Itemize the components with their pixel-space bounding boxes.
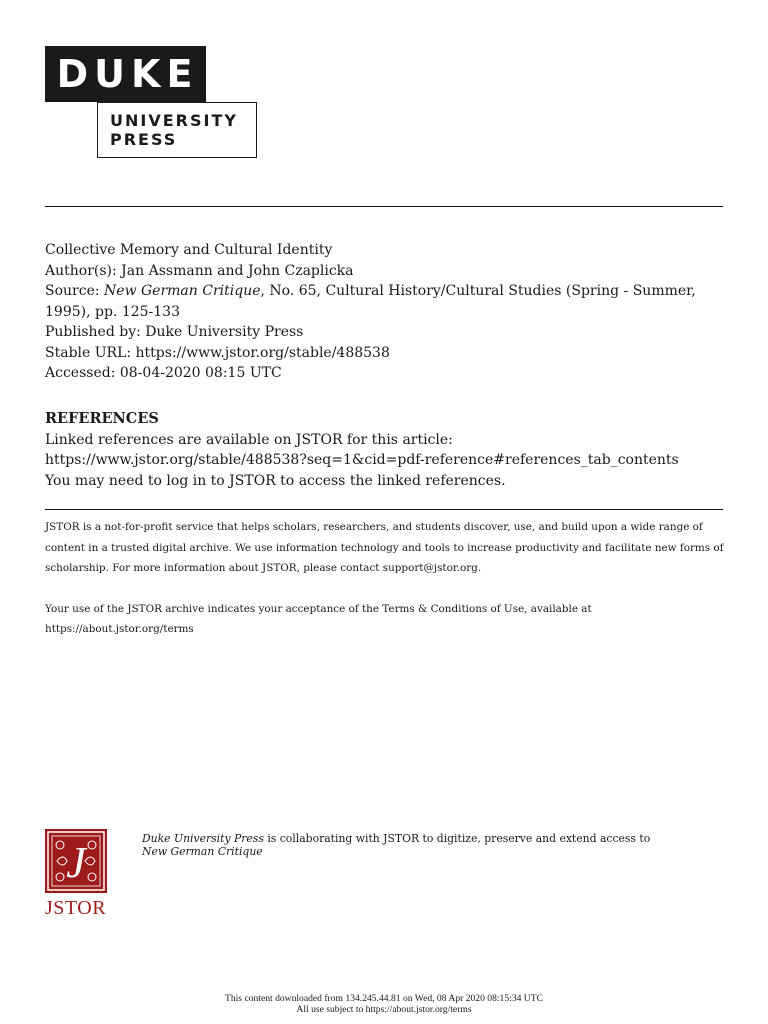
article-metadata (45, 240, 735, 384)
notice-paragraph-about: JSTOR is a not-for-profit service that helps scholars, researchers, and students discover, use, and build upon a wide range of content in a trusted digital archive. We use information technology and tools to increase productivity and facilitate new forms of scholarship. For more information about JSTOR, please contact support@jstor.org. (45, 521, 724, 574)
footer-terms-line: All use subject to https://about.jstor.org/terms (296, 1004, 472, 1015)
svg-text:J: J (66, 838, 86, 887)
footer-download-line: This content downloaded from 134.245.44.81 on Wed, 08 Apr 2020 08:15:34 UTC (224, 993, 543, 1004)
logo-duke-text: DUKE (45, 46, 206, 102)
jstor-emblem-icon (45, 829, 107, 893)
duke-university-press-logo (45, 46, 257, 158)
jstor-logo (45, 829, 109, 921)
source-journal: New German Critique (104, 283, 261, 299)
article-title: Collective Memory and Cultural Identity (45, 242, 333, 258)
source-prefix: Source: (45, 283, 105, 299)
jstor-notice (45, 517, 725, 640)
collab-text: is collaborating with JSTOR to digitize, preserve and extend access to (263, 832, 651, 845)
references-login-note: You may need to log in to JSTOR to access the linked references. (45, 472, 506, 489)
notice-paragraph-terms: Your use of the JSTOR archive indicates your acceptance of the Terms & Conditions of Use, available at https://about.jstor.org/terms (45, 602, 592, 635)
collab-journal: New German Critique (142, 845, 263, 858)
download-footer (0, 993, 768, 1015)
article-stable-url[interactable]: Stable URL: https://www.jstor.org/stable/488538 (45, 344, 390, 361)
logo-university-text: UNIVERSITY (110, 111, 238, 130)
references-intro: Linked references are available on JSTOR for this article: (45, 431, 453, 448)
jstor-wordmark: JSTOR (45, 897, 107, 919)
collab-publisher: Duke University Press (142, 832, 264, 845)
top-divider (45, 206, 723, 207)
logo-press-text: PRESS (110, 130, 178, 149)
article-authors: Author(s): Jan Assmann and John Czaplicka (45, 262, 354, 279)
article-source (45, 281, 725, 322)
collaboration-statement (142, 832, 742, 858)
source-details: , No. 65, Cultural History/Cultural Studies (Spring - Summer, 1995), pp. 125-133 (45, 283, 696, 320)
logo-university-press-box (97, 102, 257, 158)
article-accessed: Accessed: 08-04-2020 08:15 UTC (45, 365, 282, 381)
middle-divider (45, 509, 723, 510)
references-section (45, 409, 735, 491)
references-link[interactable]: https://www.jstor.org/stable/488538?seq=1&cid=pdf-reference#references_tab_contents (45, 452, 679, 468)
references-heading: REFERENCES (45, 410, 159, 427)
article-publisher: Published by: Duke University Press (45, 324, 304, 340)
